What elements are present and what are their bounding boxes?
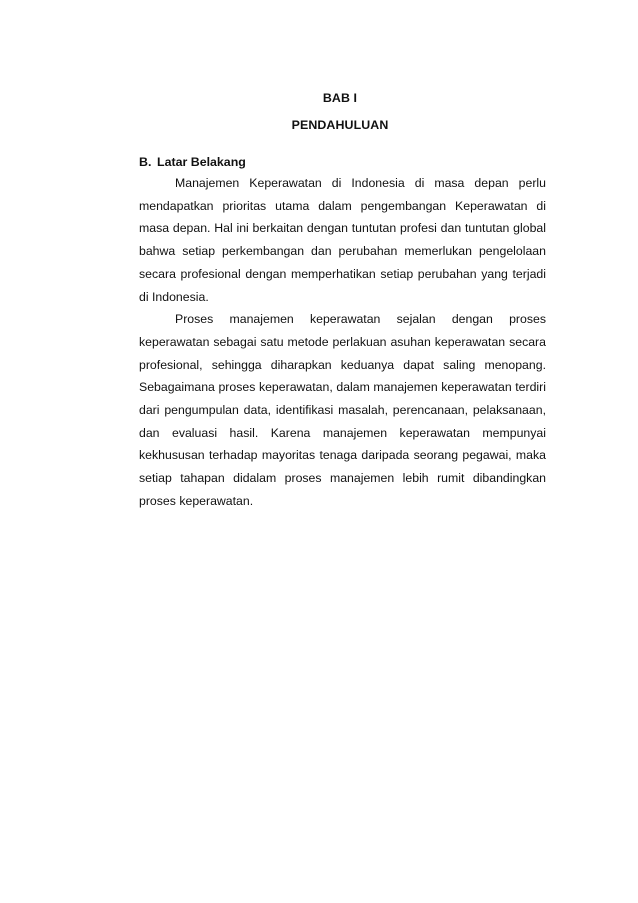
paragraph-2: Proses manajemen keperawatan sejalan dengan proses keperawatan sebagai satu metode perlakuan asuhan keperawatan secara profesional, sehingga diharapkan keduanya dapat saling menopang. Sebagaimana proses keperawatan, dalam manajemen keperawatan terdiri dari pengumpulan data, identifikasi masalah, perencanaan, pelaksanaan, dan evaluasi hasil. Karena manajemen keperawatan mempunyai kekhususan terhadap mayoritas tenaga daripada seorang pegawai, maka setiap tahapan didalam proses manajemen lebih rumit dibandingkan proses keperawatan. [139, 312, 546, 508]
section-number: B. [139, 155, 152, 169]
section-title: Latar Belakang [157, 155, 246, 169]
body-text [139, 172, 546, 513]
chapter-number: BAB I [322, 91, 358, 105]
paragraph-1: Manajemen Keperawatan di Indonesia di masa depan perlu mendapatkan prioritas utama dalam pengembangan Keperawatan di masa depan. Hal ini berkaitan dengan tuntutan profesi dan tuntutan global bahwa setiap perkembangan dan perubahan memerlukan pengelolaan secara profesional dengan memperhatikan setiap perubahan yang terjadi di Indonesia. [139, 176, 546, 304]
chapter-title: PENDAHULUAN [291, 118, 389, 132]
section-heading [139, 155, 246, 169]
